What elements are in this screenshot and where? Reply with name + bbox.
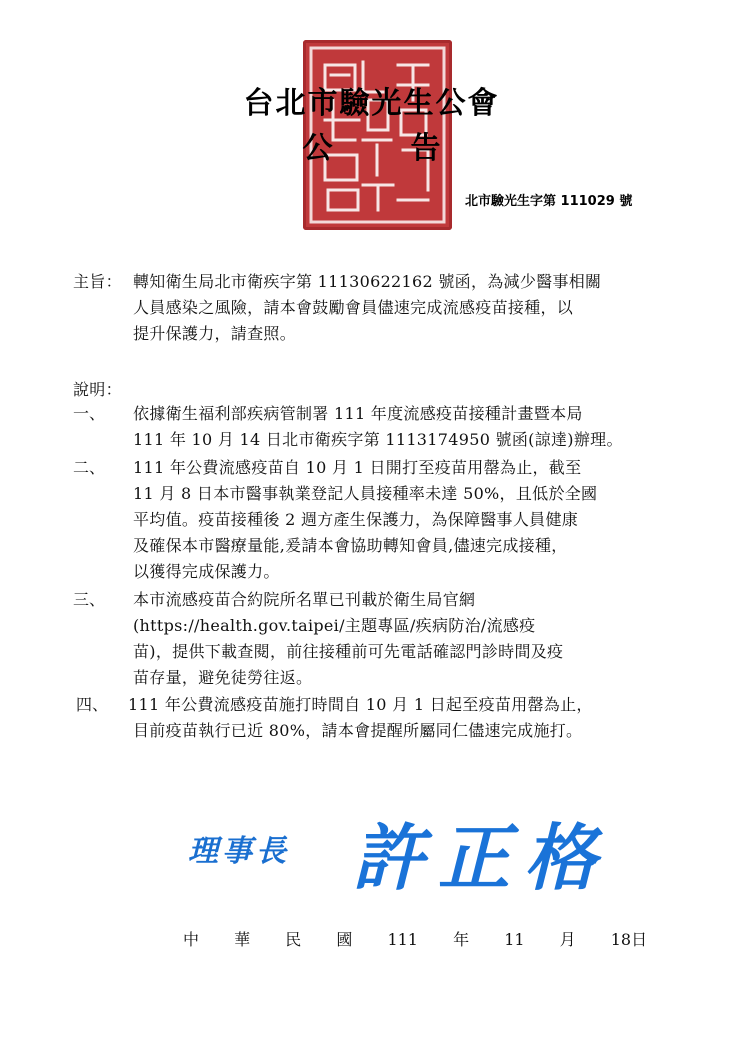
date-part: 國 — [336, 930, 353, 949]
doc-type-title: 公告 — [302, 131, 519, 166]
item-line: 苗)，提供下載查閱，前往接種前可先電話確認門診時間及疫 — [133, 642, 564, 661]
item-number: 三、 — [73, 590, 106, 609]
item-line: 平均值。疫苗接種後 2 週方產生保護力，為保障醫事人員健康 — [133, 510, 579, 529]
date-part: 民 — [285, 930, 302, 949]
subject-line: 轉知衛生局北市衛疾字第 11130622162 號函，為減少醫事相關 — [133, 272, 602, 291]
subject-label: 主旨： — [73, 272, 122, 291]
date-row — [183, 927, 677, 950]
item-line: 以獲得完成保護力。 — [133, 562, 280, 581]
date-part: 月 — [559, 930, 576, 949]
date-part: 年 — [453, 930, 470, 949]
item-line: 及確保本市醫療量能,爰請本會協助轉知會員,儘速完成接種， — [133, 536, 568, 555]
item-line: 目前疫苗執行已近 80%，請本會提醒所屬同仁儘速完成施打。 — [133, 721, 583, 740]
date-part: 華 — [234, 930, 251, 949]
doc-number: 北市驗光生字第 111029 號 — [465, 194, 633, 209]
item-line: 11 月 8 日本市醫事執業登記人員接種率未達 50%，且低於全國 — [133, 484, 598, 503]
subject-line: 人員感染之風險，請本會鼓勵會員儘速完成流感疫苗接種，以 — [133, 298, 574, 317]
date-part: 18日 — [610, 930, 648, 949]
item-line: 苗存量，避免徒勞往返。 — [133, 668, 313, 687]
chairman-signature: 許正格 — [352, 816, 611, 900]
item-line: (https://health.gov.taipei/主題專區/疾病防治/流感疫 — [133, 616, 536, 635]
date-part: 111 — [387, 930, 418, 949]
date-part: 11 — [504, 930, 525, 949]
item-line: 111 年公費流感疫苗施打時間自 10 月 1 日起至疫苗用罄為止， — [128, 695, 593, 714]
subject-line: 提升保護力，請查照。 — [133, 324, 297, 343]
chairman-title-signature: 理事長 — [188, 834, 290, 869]
item-line: 依據衛生福利部疾病管制署 111 年度流感疫苗接種計畫暨本局 — [133, 404, 583, 423]
explanation-label: 說明： — [73, 380, 122, 399]
org-title: 台北市驗光生公會 — [243, 86, 500, 121]
item-line: 111 年 10 月 14 日北市衛疾字第 1113174950 號函(諒達)辦理。 — [133, 430, 623, 449]
item-number: 一、 — [73, 404, 106, 423]
date-part: 中 — [183, 930, 200, 949]
item-number: 四、 — [76, 695, 109, 714]
item-number: 二、 — [73, 458, 106, 477]
item-line: 本市流感疫苗合約院所名單已刊載於衛生局官網 — [133, 590, 476, 609]
item-line: 111 年公費流感疫苗自 10 月 1 日開打至疫苗用罄為止，截至 — [133, 458, 582, 477]
